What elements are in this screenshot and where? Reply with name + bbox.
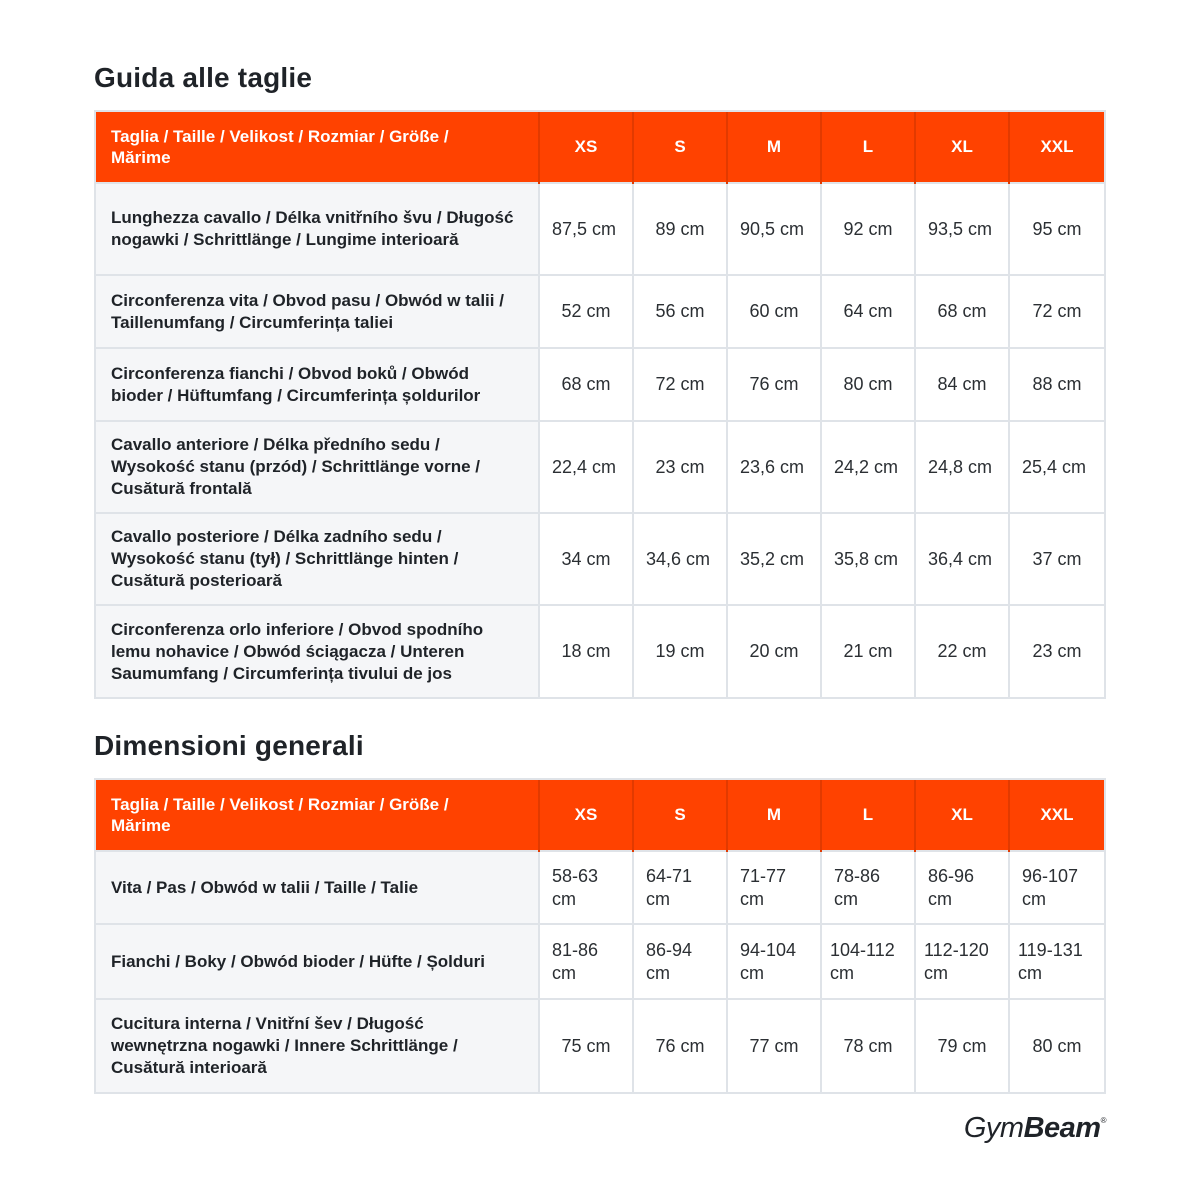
table-cell: 34,6 cm: [633, 513, 727, 605]
table-row: [96, 924, 1104, 999]
table-cell: 24,8 cm: [915, 421, 1009, 513]
table-cell: 72 cm: [1009, 275, 1104, 348]
table-row: [96, 275, 1104, 348]
table-row: [96, 999, 1104, 1092]
row-label: Circonferenza vita / Obvod pasu / Obwód w talii / Taillenumfang / Circumferința taliei: [96, 275, 539, 348]
table-cell: 80 cm: [821, 348, 915, 421]
table-cell: 79 cm: [915, 999, 1009, 1092]
table-cell: 68 cm: [539, 348, 633, 421]
table-cell: 78-86 cm: [821, 851, 915, 924]
table-cell: 87,5 cm: [539, 183, 633, 275]
table-row: [96, 513, 1104, 605]
size-header-s: S: [633, 780, 727, 851]
table-cell: 78 cm: [821, 999, 915, 1092]
table-row: [96, 421, 1104, 513]
table-cell: 76 cm: [633, 999, 727, 1092]
table-cell: 35,8 cm: [821, 513, 915, 605]
size-header-xl: XL: [915, 780, 1009, 851]
table-cell: 35,2 cm: [727, 513, 821, 605]
table-header-row: [96, 112, 1104, 183]
size-guide-table-container: [94, 110, 1106, 699]
table-cell: 86-96 cm: [915, 851, 1009, 924]
table-cell: 112-120 cm: [915, 924, 1009, 999]
row-label: Cavallo anteriore / Délka předního sedu / Wysokość stanu (przód) / Schrittlänge vorne / Cusătură frontală: [96, 421, 539, 513]
size-header-m: M: [727, 112, 821, 183]
table-cell: 88 cm: [1009, 348, 1104, 421]
logo-text-light: Gym: [963, 1112, 1024, 1144]
table-cell: 36,4 cm: [915, 513, 1009, 605]
table-row: [96, 851, 1104, 924]
row-label: Vita / Pas / Obwód w talii / Taille / Talie: [96, 851, 539, 924]
table-cell: 64 cm: [821, 275, 915, 348]
table-cell: 23 cm: [1009, 605, 1104, 697]
table-cell: 71-77 cm: [727, 851, 821, 924]
size-header-xl: XL: [915, 112, 1009, 183]
table-cell: 76 cm: [727, 348, 821, 421]
table-cell: 37 cm: [1009, 513, 1104, 605]
size-header-s: S: [633, 112, 727, 183]
table-cell: 34 cm: [539, 513, 633, 605]
row-label: Cavallo posteriore / Délka zadního sedu / Wysokość stanu (tył) / Schrittlänge hinten / Cusătură posterioară: [96, 513, 539, 605]
size-header-xs: XS: [539, 112, 633, 183]
size-label-header: Taglia / Taille / Velikost / Rozmiar / Größe / Mărime: [96, 780, 539, 851]
table-cell: 22 cm: [915, 605, 1009, 697]
table-cell: 22,4 cm: [539, 421, 633, 513]
row-label: Cucitura interna / Vnitřní šev / Długość wewnętrzna nogawki / Innere Schrittlänge / Cusătură interioară: [96, 999, 539, 1092]
table-cell: 92 cm: [821, 183, 915, 275]
size-header-l: L: [821, 112, 915, 183]
table-row: [96, 605, 1104, 697]
table-cell: 86-94 cm: [633, 924, 727, 999]
row-label: Lunghezza cavallo / Délka vnitřního švu / Długość nogawki / Schrittlänge / Lungime interioară: [96, 183, 539, 275]
table-cell: 81-86 cm: [539, 924, 633, 999]
general-dimensions-table-container: [94, 778, 1106, 1094]
logo-text-bold: Beam: [1023, 1112, 1101, 1144]
table-cell: 84 cm: [915, 348, 1009, 421]
table-cell: 93,5 cm: [915, 183, 1009, 275]
table-cell: 58-63 cm: [539, 851, 633, 924]
table-cell: 68 cm: [915, 275, 1009, 348]
table-cell: 95 cm: [1009, 183, 1104, 275]
table-cell: 23,6 cm: [727, 421, 821, 513]
table-row: [96, 183, 1104, 275]
row-label: Circonferenza orlo inferiore / Obvod spodního lemu nohavice / Obwód ściągacza / Unteren Saumumfang / Circumferința tivului de jos: [96, 605, 539, 697]
table-cell: 96-107 cm: [1009, 851, 1104, 924]
table-header-row: [96, 780, 1104, 851]
size-guide-table: [96, 112, 1104, 697]
table-row: [96, 348, 1104, 421]
table-cell: 104-112 cm: [821, 924, 915, 999]
table-cell: 21 cm: [821, 605, 915, 697]
table-cell: 72 cm: [633, 348, 727, 421]
registered-mark: ®: [1100, 1116, 1106, 1125]
table-cell: 64-71 cm: [633, 851, 727, 924]
size-header-l: L: [821, 780, 915, 851]
table-cell: 94-104 cm: [727, 924, 821, 999]
table-cell: 77 cm: [727, 999, 821, 1092]
general-dimensions-table: [96, 780, 1104, 1092]
general-dimensions-title: Dimensioni generali: [94, 730, 364, 761]
table-cell: 60 cm: [727, 275, 821, 348]
size-header-xxl: XXL: [1009, 780, 1104, 851]
table-cell: 25,4 cm: [1009, 421, 1104, 513]
table-cell: 23 cm: [633, 421, 727, 513]
size-header-xxl: XXL: [1009, 112, 1104, 183]
table-cell: 18 cm: [539, 605, 633, 697]
table-cell: 56 cm: [633, 275, 727, 348]
gymbeam-logo: [964, 1112, 1106, 1145]
size-header-xs: XS: [539, 780, 633, 851]
table-cell: 19 cm: [633, 605, 727, 697]
table-cell: 89 cm: [633, 183, 727, 275]
size-guide-title: Guida alle taglie: [94, 62, 313, 93]
table-cell: 119-131 cm: [1009, 924, 1104, 999]
row-label: Circonferenza fianchi / Obvod boků / Obwód bioder / Hüftumfang / Circumferința șoldurilor: [96, 348, 539, 421]
table-cell: 90,5 cm: [727, 183, 821, 275]
table-cell: 75 cm: [539, 999, 633, 1092]
size-header-m: M: [727, 780, 821, 851]
table-cell: 80 cm: [1009, 999, 1104, 1092]
size-label-header: Taglia / Taille / Velikost / Rozmiar / Größe / Mărime: [96, 112, 539, 183]
row-label: Fianchi / Boky / Obwód bioder / Hüfte / Șolduri: [96, 924, 539, 999]
table-cell: 24,2 cm: [821, 421, 915, 513]
table-cell: 20 cm: [727, 605, 821, 697]
table-cell: 52 cm: [539, 275, 633, 348]
